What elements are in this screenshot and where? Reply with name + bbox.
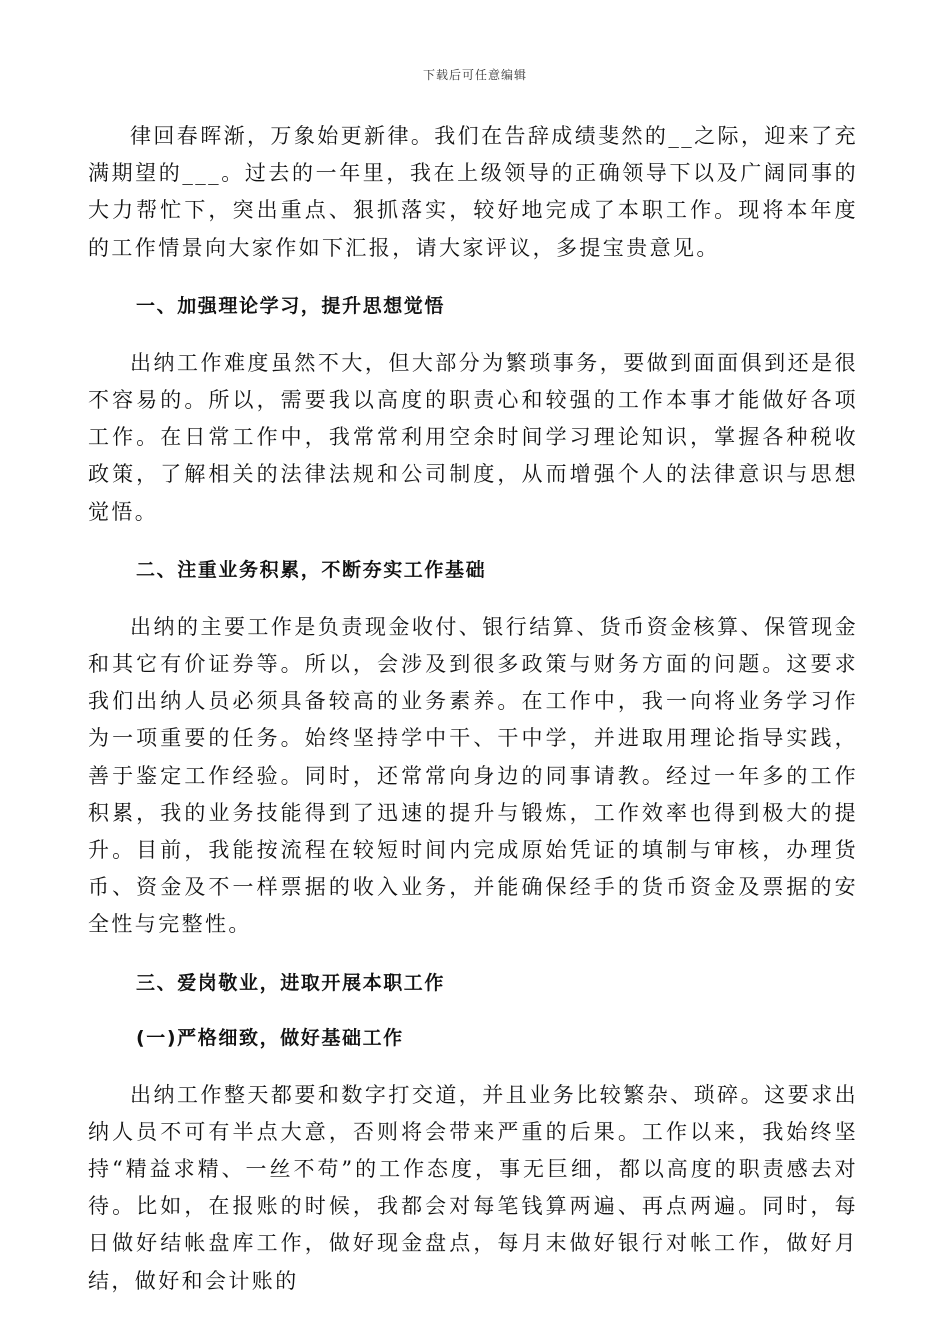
section3-sub1-paragraph: 出纳工作整天都要和数字打交道，并且业务比较繁杂、琐碎。这要求出纳人员不可有半点大意，否则将会带来严重的后果。工作以来，我始终坚持“精益求精、一丝不苟”的工作态度，事无巨细，都以高度的职责感去对待。比如，在报账的时候，我都会对每笔钱算两遍、再点两遍。同时，每日做好结帐盘库工作，做好现金盘点，每月末做好银行对帐工作，做好月结，做好和会计账的: [88, 1082, 858, 1293]
section1-heading: 一、加强理论学习，提升思想觉悟: [136, 294, 446, 317]
section2-heading: 二、注重业务积累，不断夯实工作基础: [136, 558, 487, 581]
section3-heading: 三、爱岗敬业，进取开展本职工作: [136, 971, 446, 994]
section2-paragraph: 出纳的主要工作是负责现金收付、银行结算、货币资金核算、保管现金和其它有价证券等。所以，会涉及到很多政策与财务方面的问题。这要求我们出纳人员必须具备较高的业务素养。在工作中，我一向将业务学习作为一项重要的任务。始终坚持学中干、干中学，并进取用理论指导实践，善于鉴定工作经验。同时，还常常向身边的同事请教。经过一年多的工作积累，我的业务技能得到了迅速的提升与锻炼，工作效率也得到极大的提升。目前，我能按流程在较短时间内完成原始凭证的填制与审核，办理货币、资金及不一样票据的收入业务，并能确保经手的货币资金及票据的安全性与完整性。: [88, 614, 858, 937]
intro-paragraph: 律回春晖渐，万象始更新律。我们在告辞成绩斐然的__之际，迎来了充满期望的___。过去的一年里，我在上级领导的正确领导下以及广阔同事的大力帮忙下，突出重点、狠抓落实，较好地完成了本职工作。现将本年度的工作情景向大家作如下汇报，请大家评议，多提宝贵意见。: [88, 124, 858, 260]
section3-sub1-heading: (一)严格细致，做好基础工作: [136, 1026, 404, 1049]
document-body: [88, 118, 858, 1300]
section1-paragraph: 出纳工作难度虽然不大，但大部分为繁琐事务，要做到面面俱到还是很不容易的。所以，需要我以高度的职责心和较强的工作本事才能做好各项工作。在日常工作中，我常常利用空余时间学习理论知识，掌握各种税收政策，了解相关的法律法规和公司制度，从而增强个人的法律意识与思想觉悟。: [88, 350, 858, 524]
header-note: 下载后可任意编辑: [422, 68, 527, 82]
